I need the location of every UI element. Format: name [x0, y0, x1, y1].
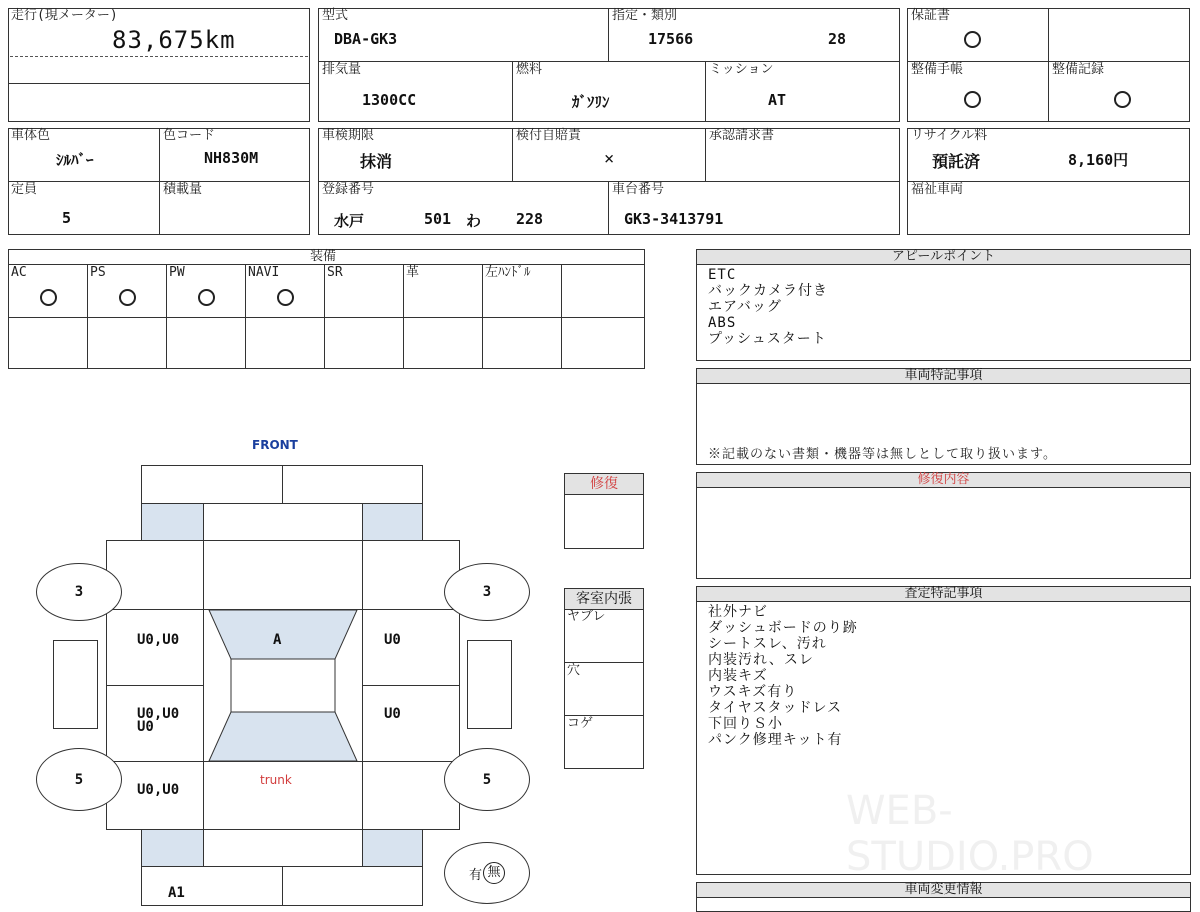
spec-divider [318, 61, 900, 62]
grade-right-front-door: U0 [384, 632, 401, 648]
rear-fender-right [362, 829, 423, 867]
registration-class: 501 [424, 210, 452, 228]
fuel-value: ｶﾞｿﾘﾝ [572, 93, 610, 111]
grade-windshield: A [273, 632, 282, 648]
insurance-value: × [604, 149, 615, 169]
mileage-divider [8, 83, 310, 84]
change-info-title: 車両変更情報 [696, 882, 1191, 898]
vehicle-notes-note: ※記載のない書類・機器等は無しとして取り扱います。 [708, 447, 1057, 462]
body-color-label: 車体色 [11, 128, 51, 143]
displacement-value: 1300CC [362, 91, 417, 109]
capacity-label: 定員 [11, 182, 38, 197]
spec-v3 [705, 61, 706, 122]
grade-left-rear-door-1: U0,U0 [137, 706, 180, 722]
color-v1 [159, 128, 160, 235]
mission-label: ミッション [709, 62, 774, 77]
recycle-status: 預託済 [932, 152, 981, 171]
body-left-top [106, 540, 204, 610]
equipment-title: 装備 [310, 249, 337, 264]
equipment-label: AC [11, 265, 27, 280]
warranty-label: 保証書 [911, 8, 951, 23]
displacement-label: 排気量 [322, 62, 362, 77]
maintenance-record-label: 整備記録 [1052, 62, 1105, 77]
equipment-mark [277, 289, 294, 306]
warranty-v1 [1048, 8, 1049, 122]
right-front-door [362, 609, 460, 686]
rear-panel [203, 829, 363, 867]
grade-left-front-door: U0,U0 [137, 632, 180, 648]
registration-number: 228 [516, 210, 544, 228]
capacity-value: 5 [62, 209, 72, 227]
vehicle-notes-title: 車両特記事項 [696, 368, 1191, 384]
front-bumper-right [282, 465, 423, 504]
model-value: DBA-GK3 [334, 30, 398, 48]
recycle-amount: 8,160円 [1068, 151, 1129, 169]
spec-v2 [512, 61, 513, 122]
welfare-label: 福祉車両 [911, 182, 964, 197]
equipment-label: NAVI [248, 265, 280, 280]
designation-value-2: 28 [828, 30, 847, 48]
mileage-dash-1 [10, 56, 308, 57]
equipment-col-divider [87, 264, 88, 369]
maintenance-book-label: 整備手帳 [911, 62, 964, 77]
spare-none-label: 無 [483, 862, 505, 884]
fuel-label: 燃料 [516, 62, 543, 77]
tire-rear-left: 5 [36, 748, 122, 811]
equipment-mark [40, 289, 57, 306]
right-side-strip [467, 640, 512, 729]
repair-title: 修復 [564, 473, 644, 495]
equipment-label: 左ﾊﾝﾄﾞﾙ [485, 265, 531, 280]
roof [231, 659, 335, 712]
trunk-label: trunk [260, 773, 292, 787]
interior-row-tear: ヤブレ [567, 609, 606, 624]
body-color-value: ｼﾙﾊﾞｰ [56, 151, 94, 169]
grade-left-rear-door-2: U0 [137, 719, 154, 735]
warranty-mark [964, 31, 981, 48]
designation-value-1: 17566 [648, 30, 694, 48]
windshield-glass [209, 610, 357, 659]
color-code-value: NH830M [204, 149, 259, 167]
appeal-text: ETC バックカメラ付き エアバッグ ABS プッシュスタート [708, 267, 828, 347]
maintenance-record-mark [1114, 91, 1131, 108]
rear-glass [209, 712, 357, 761]
appeal-title: アピールポイント [696, 249, 1191, 265]
front-label: FRONT [252, 438, 298, 452]
equipment-label: 革 [406, 265, 420, 280]
recycle-label: リサイクル料 [911, 128, 988, 143]
equipment-col-divider [403, 264, 404, 369]
inspection-divider [318, 181, 900, 182]
assessment-title: 査定特記事項 [696, 586, 1191, 602]
model-label: 型式 [322, 8, 349, 23]
inspection-v3 [608, 181, 609, 235]
load-label: 積載量 [163, 182, 203, 197]
equipment-label: SR [327, 265, 343, 280]
tire-front-left: 3 [36, 563, 122, 621]
approval-label: 承認請求書 [709, 128, 775, 143]
glass-diagram [203, 609, 363, 762]
repair-detail-title: 修復内容 [696, 472, 1191, 488]
chassis-label: 車台番号 [612, 182, 665, 197]
equipment-h2 [8, 317, 645, 318]
spec-v1 [608, 8, 609, 62]
equipment-col-divider [324, 264, 325, 369]
equipment-label: PW [169, 265, 185, 280]
left-side-strip [53, 640, 98, 729]
hood [203, 503, 363, 541]
equipment-mark [119, 289, 136, 306]
grade-left-quarter: U0,U0 [137, 782, 180, 798]
tire-rear-right: 5 [444, 748, 530, 811]
mission-value: AT [768, 91, 787, 109]
front-fender-left [141, 503, 204, 541]
insurance-label: 検付自賠責 [516, 128, 582, 143]
repair-detail-box [696, 472, 1191, 579]
color-code-label: 色コード [163, 128, 216, 143]
equipment-col-divider [482, 264, 483, 369]
trunk-lid [203, 761, 363, 830]
spare-have-label: 有 [468, 867, 482, 883]
interior-row-hole: 穴 [567, 663, 581, 678]
maintenance-book-mark [964, 91, 981, 108]
rear-bumper-left [141, 866, 283, 906]
rear-bumper-right [282, 866, 423, 906]
grade-right-rear-door: U0 [384, 706, 401, 722]
grade-rear: A1 [168, 885, 185, 901]
assessment-text: 社外ナビ ダッシュボードのり跡 シートスレ、汚れ 内装汚れ、スレ 内装キズ ウスキズ有り タイヤスタッドレス 下回りＳ小 パンク修理キット有 [708, 604, 858, 748]
designation-label: 指定・類別 [612, 8, 678, 23]
interior-row-burn: コゲ [567, 716, 594, 731]
equipment-label: PS [90, 265, 106, 280]
equipment-col-divider [166, 264, 167, 369]
spare-tire [444, 842, 530, 904]
tire-front-right: 3 [444, 563, 530, 621]
inspection-value: 抹消 [360, 152, 393, 171]
equipment-col-divider [245, 264, 246, 369]
interior-title: 客室内張 [564, 588, 644, 610]
inspection-label: 車検期限 [322, 128, 375, 143]
inspection-v1 [512, 128, 513, 182]
registration-city: 水戸 [334, 212, 365, 230]
watermark: WEB-STUDIO.PRO [846, 788, 1094, 880]
mileage-label: 走行(現メーター) [11, 8, 118, 23]
registration-label: 登録番号 [322, 182, 375, 197]
mileage-value: 83,675km [112, 26, 236, 54]
chassis-value: GK3-3413791 [624, 210, 724, 228]
equipment-col-divider [561, 264, 562, 369]
equipment-mark [198, 289, 215, 306]
left-rear-door [106, 685, 204, 762]
rear-fender-left [141, 829, 204, 867]
front-bumper-left [141, 465, 283, 504]
front-fender-right [362, 503, 423, 541]
right-rear-door [362, 685, 460, 762]
body-center-top [203, 540, 363, 610]
inspection-v2 [705, 128, 706, 182]
registration-kana: わ [466, 212, 482, 230]
